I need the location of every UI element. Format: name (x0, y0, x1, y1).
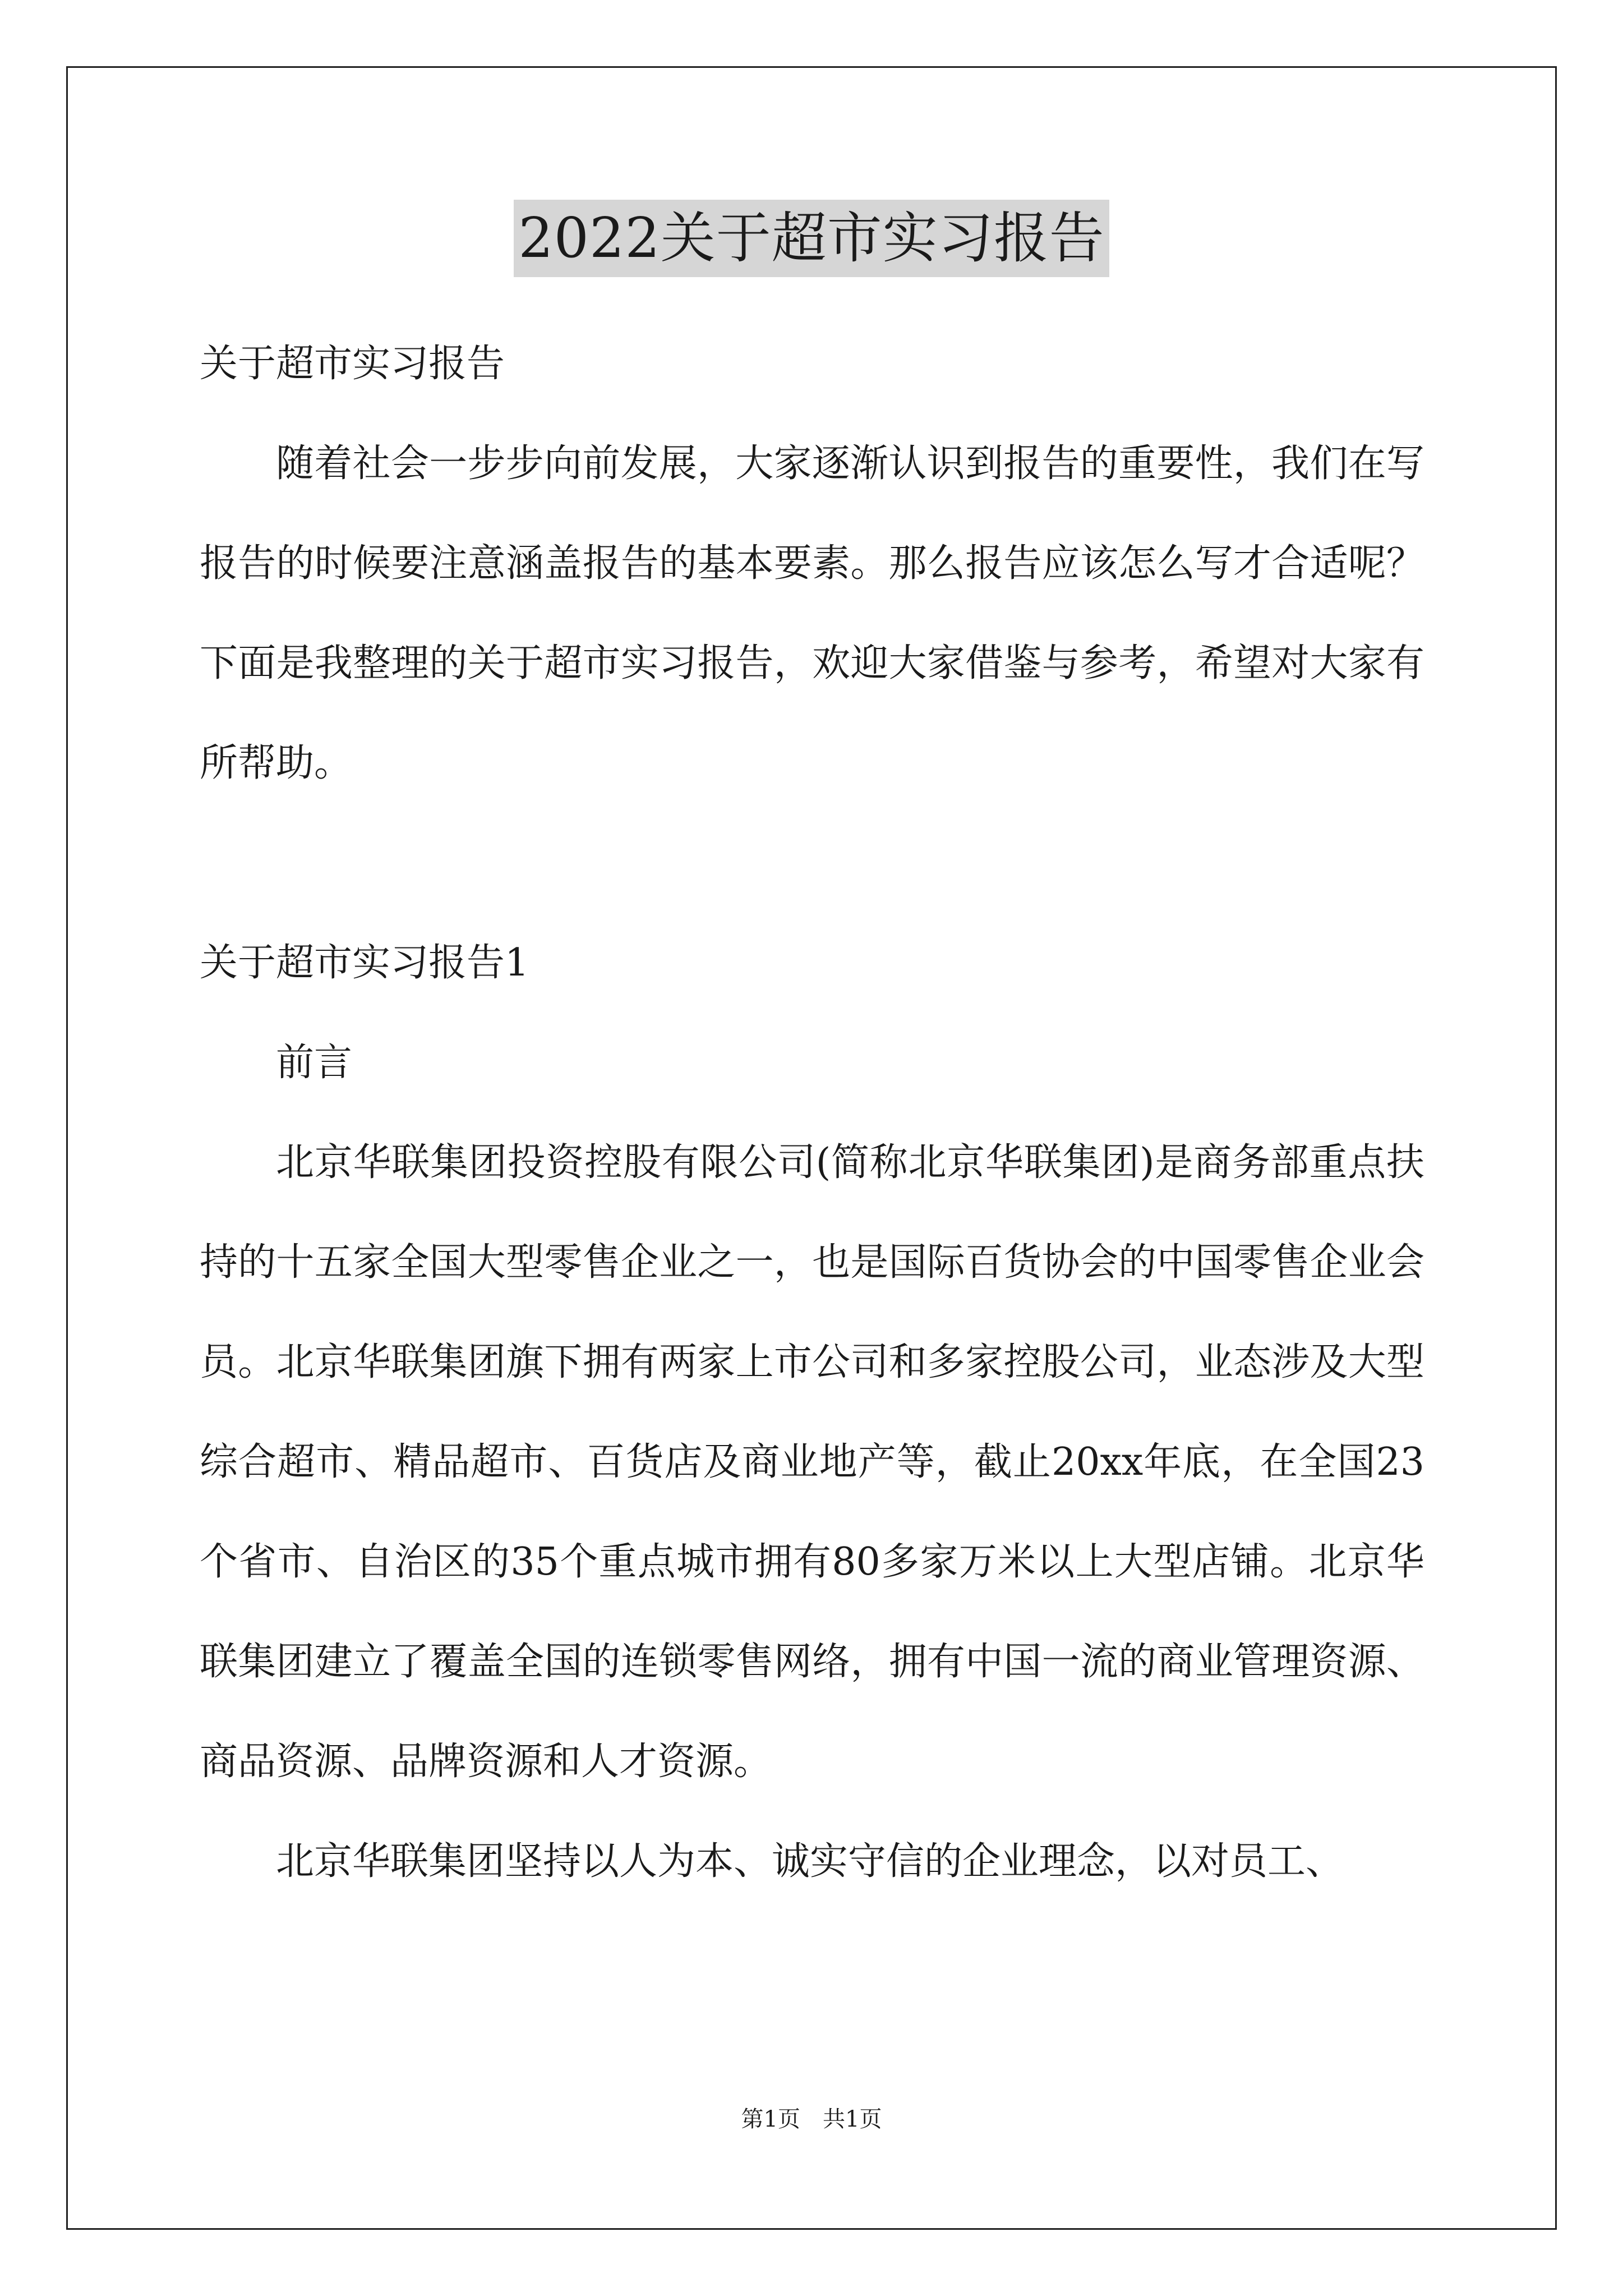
title-container (0, 200, 1623, 277)
page-number: 第1页 (741, 2106, 800, 2132)
body-paragraph-1: 北京华联集团投资控股有限公司(简称北京华联集团)是商务部重点扶持的十五家全国大型零售企业之一，也是国际百货协会的中国零售企业会员。北京华联集团旗下拥有两家上市公司和多家控股公司，业态涉及大型综合超市、精品超市、百货店及商业地产等，截止20xx年底，在全国23个省市、自治区的35个重点城市拥有80多家万米以上大型店铺。北京华联集团建立了覆盖全国的连锁零售网络，拥有中国一流的商业管理资源、商品资源、品牌资源和人才资源。 (200, 1140, 1424, 1784)
document-body (200, 314, 1424, 1912)
blank-line (200, 813, 1424, 913)
intro-paragraph: 随着社会一步步向前发展，大家逐渐认识到报告的重要性，我们在写报告的时候要注意涵盖报告的基本要素。那么报告应该怎么写才合适呢？下面是我整理的关于超市实习报告，欢迎大家借鉴与参考，希望对大家有所帮助。 (200, 441, 1424, 785)
document-title: 2022关于超市实习报告 (514, 200, 1109, 277)
page-total: 共1页 (823, 2106, 882, 2132)
preface-label: 前言 (276, 1041, 353, 1085)
body-paragraph-2: 北京华联集团坚持以人为本、诚实守信的企业理念，以对员工、 (276, 1839, 1344, 1884)
section-heading: 关于超市实习报告1 (200, 941, 529, 985)
subtitle: 关于超市实习报告 (200, 342, 505, 386)
page-footer (0, 2104, 1623, 2135)
